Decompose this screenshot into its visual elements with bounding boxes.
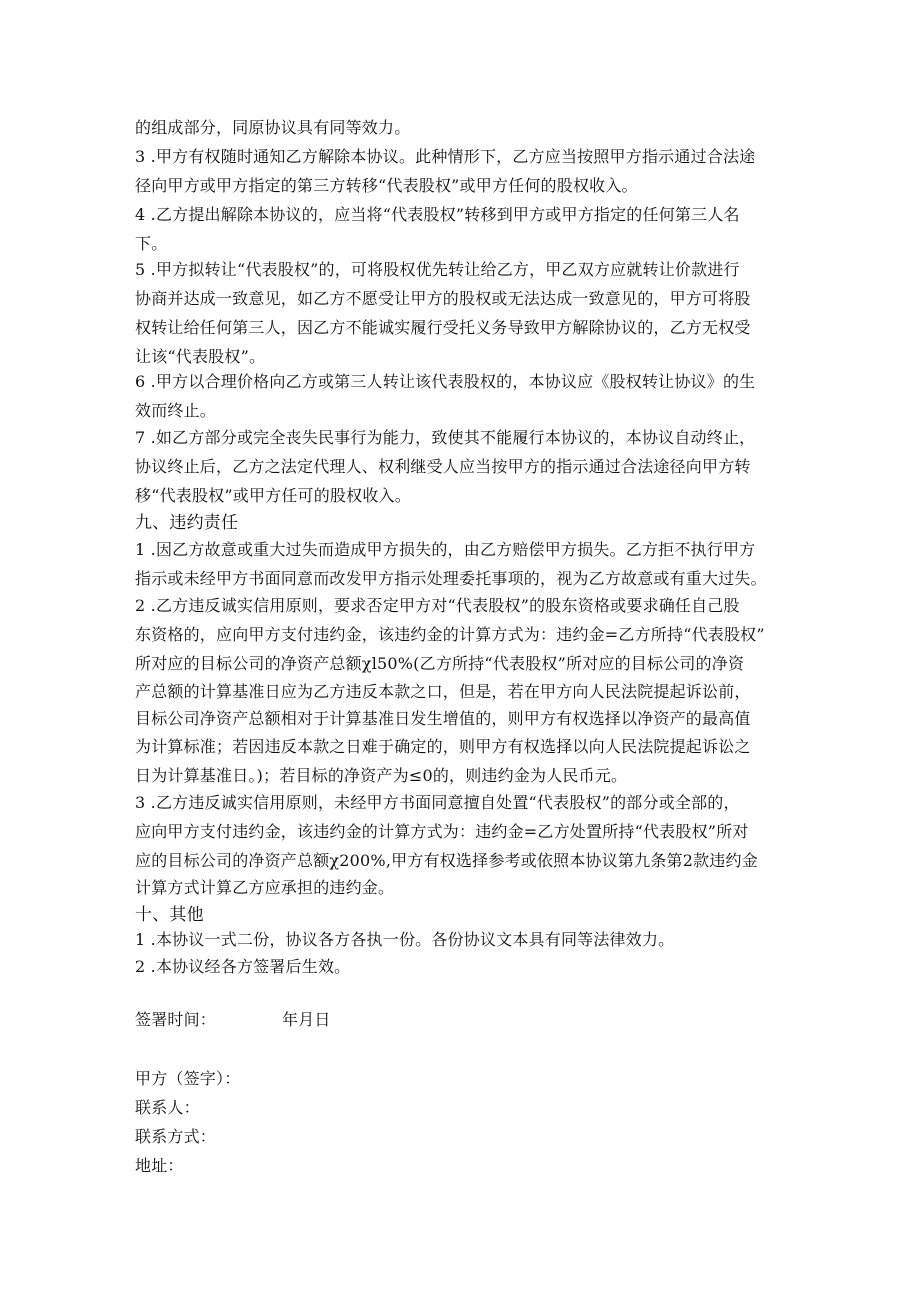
text-line: 指示或未经甲方书面同意而改发甲方指示处理委托事项的，视为乙方故意或有重大过失。 — [135, 569, 767, 588]
text-line: 让该“代表股权”。 — [135, 347, 266, 366]
text-line: 2 .本协议经各方签署后生效。 — [135, 957, 351, 976]
text-line: 2 .乙方违反诚实信用原则，要求否定甲方对“代表股权”的股东资格或要求确任自己股 — [135, 596, 740, 615]
text-line: 计算方式计算乙方应承担的违约金。 — [135, 878, 395, 897]
party-a-signature: 甲方（签字）： — [135, 1069, 241, 1088]
text-line: 径向甲方或甲方指定的第三方转移“代表股权”或甲方任何的股权收入。 — [135, 176, 638, 195]
text-line: 产总额的计算基准日应为乙方违反本款之口，但是，若在甲方向人民法院提起诉讼前， — [135, 682, 751, 701]
text-line: 下。 — [135, 234, 168, 253]
text-line: 协商并达成一致意见，如乙方不愿受让甲方的股权或无法达成一致意见的，甲方可将股 — [135, 289, 751, 308]
section-heading-nine: 九、违约责任 — [135, 513, 239, 533]
sign-date-label: 签署时间： — [135, 1010, 217, 1029]
text-line: 6 .甲方以合理价格向乙方或第三人转让该代表股权的，本协议应《股权转让协议》的生 — [135, 372, 756, 391]
address-label: 地址： — [135, 1156, 184, 1175]
text-line: 1 .本协议一式二份，协议各方各执一份。各份协议文本具有同等法律效力。 — [135, 930, 675, 949]
text-line: 3 .乙方违反诚实信用原则，未经甲方书面同意擅自处置“代表股权”的部分或全部的， — [135, 793, 740, 812]
text-line: 的组成部分，同原协议具有同等效力。 — [135, 118, 411, 137]
section-heading-ten: 十、其他 — [135, 905, 204, 925]
sign-date-row — [135, 1008, 216, 1032]
text-line: 应的目标公司的净资产总额χ200%,甲方有权选择参考或依照本协议第九条第2款违约金 — [135, 851, 758, 870]
text-line: 5 .甲方拟转让“代表股权”的，可将股权优先转让给乙方，甲乙双方应就转让价款进行 — [135, 260, 740, 279]
text-line: 应向甲方支付违约金，该违约金的计算方式为：违约金=乙方处置所持“代表股权”所对 — [135, 822, 749, 841]
contact-person-label: 联系人： — [135, 1098, 200, 1117]
text-line: 目标公司净资产总额相对于计算基准日发生增值的，则甲方有权选择以净资产的最高值 — [135, 709, 751, 728]
text-line: 所对应的目标公司的净资产总额χl50%(乙方所持“代表股权”所对应的目标公司的净资 — [135, 654, 745, 673]
text-line: 移“代表股权”或甲方任可的股权收入。 — [135, 486, 411, 505]
text-line: 日为计算基准日。)；若目标的净资产为≤0的，则违约金为人民币元。 — [135, 766, 628, 785]
text-line: 3 .甲方有权随时通知乙方解除本协议。此种情形下，乙方应当按照甲方指示通过合法途 — [135, 147, 756, 166]
text-line: 效而终止。 — [135, 401, 217, 420]
text-line: 协议终止后，乙方之法定代理人、权利继受人应当按甲方的指示通过合法途径向甲方转 — [135, 457, 751, 476]
text-line: 权转让给任何第三人，因乙方不能诚实履行受托义务导致甲方解除协议的，乙方无权受 — [135, 318, 751, 337]
text-line: 东资格的，应向甲方支付违约金，该违约金的计算方式为：违约金=乙方所持“代表股权” — [135, 625, 765, 644]
text-line: 1 .因乙方故意或重大过失而造成甲方损失的，由乙方赔偿甲方损失。乙方拒不执行甲方 — [135, 540, 756, 559]
text-line: 为计算标准；若因违反本款之日难于确定的，则甲方有权选择以向人民法院提起诉讼之 — [135, 737, 751, 756]
contact-method-label: 联系方式： — [135, 1127, 217, 1146]
text-line: 7 .如乙方部分或完全丧失民事行为能力，致使其不能履行本协议的，本协议自动终止， — [135, 428, 756, 447]
sign-date-value: 年月日 — [282, 1010, 331, 1029]
text-line: 4 .乙方提出解除本协议的，应当将“代表股权”转移到甲方或甲方指定的任何第三人名 — [135, 205, 740, 224]
